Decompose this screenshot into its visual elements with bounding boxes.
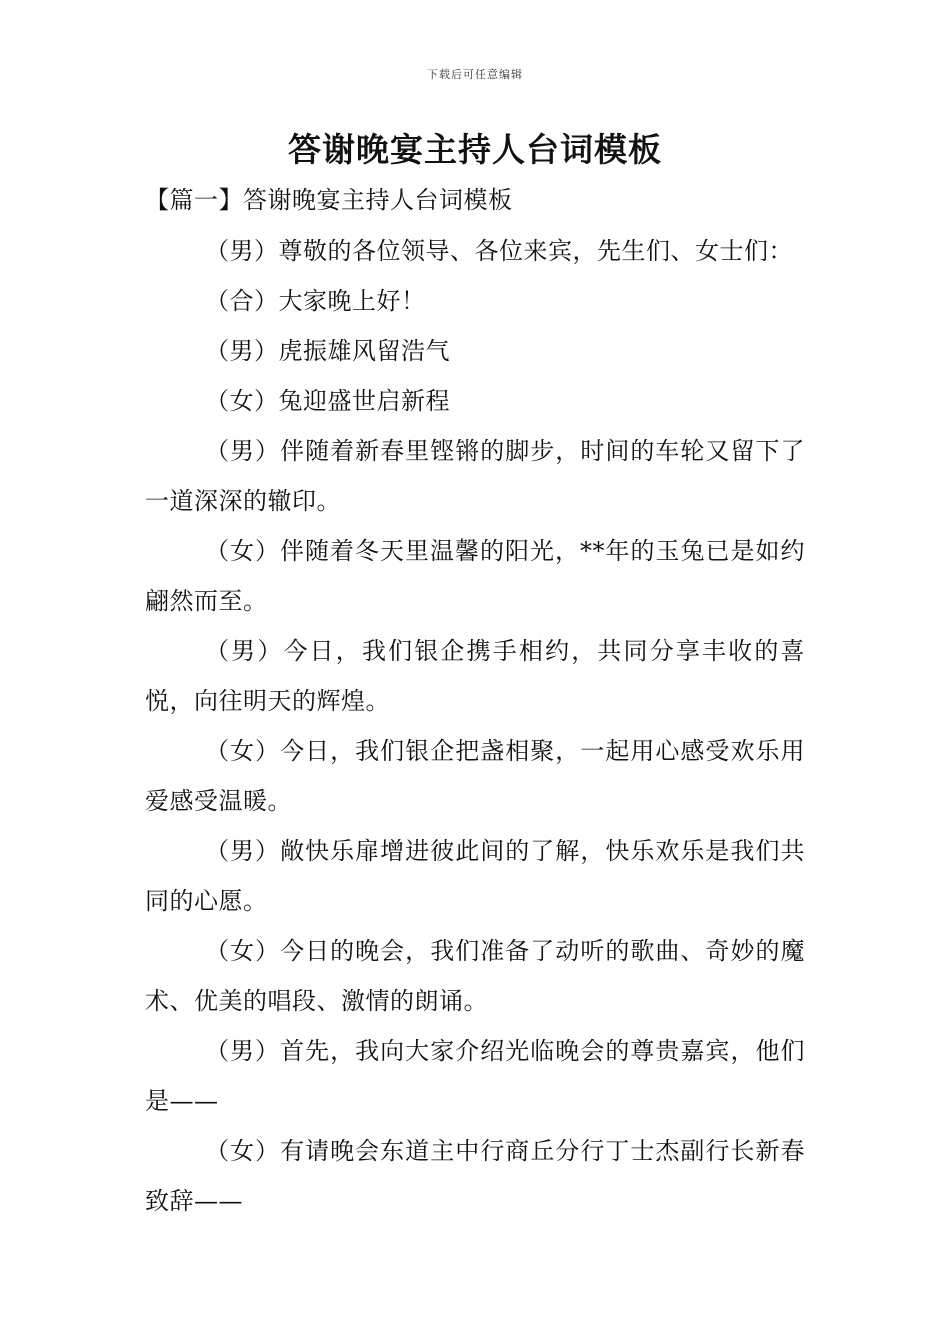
paragraph: （女）兔迎盛世启新程 (205, 387, 450, 415)
paragraph: （男）虎振雄风留浩气 (205, 337, 450, 365)
paragraph: （女）今日，我们银企把盏相聚，一起用心感受欢乐用爱感受温暖。 (145, 737, 805, 815)
body-text (145, 226, 805, 1226)
paragraph: （男）尊敬的各位领导、各位来宾，先生们、女士们： (205, 237, 793, 265)
paragraph: （女）有请晚会东道主中行商丘分行丁士杰副行长新春致辞—— (145, 1137, 805, 1215)
section-heading: 【篇一】答谢晚宴主持人台词模板 (145, 186, 513, 214)
paragraph: （男）伴随着新春里铿锵的脚步，时间的车轮又留下了一道深深的辙印。 (145, 437, 805, 515)
paragraph: （男）首先，我向大家介绍光临晚会的尊贵嘉宾，他们是—— (145, 1037, 805, 1115)
paragraph: （女）伴随着冬天里温馨的阳光，**年的玉兔已是如约翩然而至。 (145, 537, 805, 615)
header-note: 下载后可任意编辑 (427, 68, 523, 81)
paragraph: （合）大家晚上好！ (205, 287, 426, 315)
paragraph: （女）今日的晚会，我们准备了动听的歌曲、奇妙的魔术、优美的唱段、激情的朗诵。 (145, 937, 805, 1015)
document-title: 答谢晚宴主持人台词模板 (288, 130, 662, 169)
paragraph: （男）敞快乐扉增进彼此间的了解，快乐欢乐是我们共同的心愿。 (145, 837, 805, 915)
paragraph: （男）今日，我们银企携手相约，共同分享丰收的喜悦，向往明天的辉煌。 (145, 637, 805, 715)
